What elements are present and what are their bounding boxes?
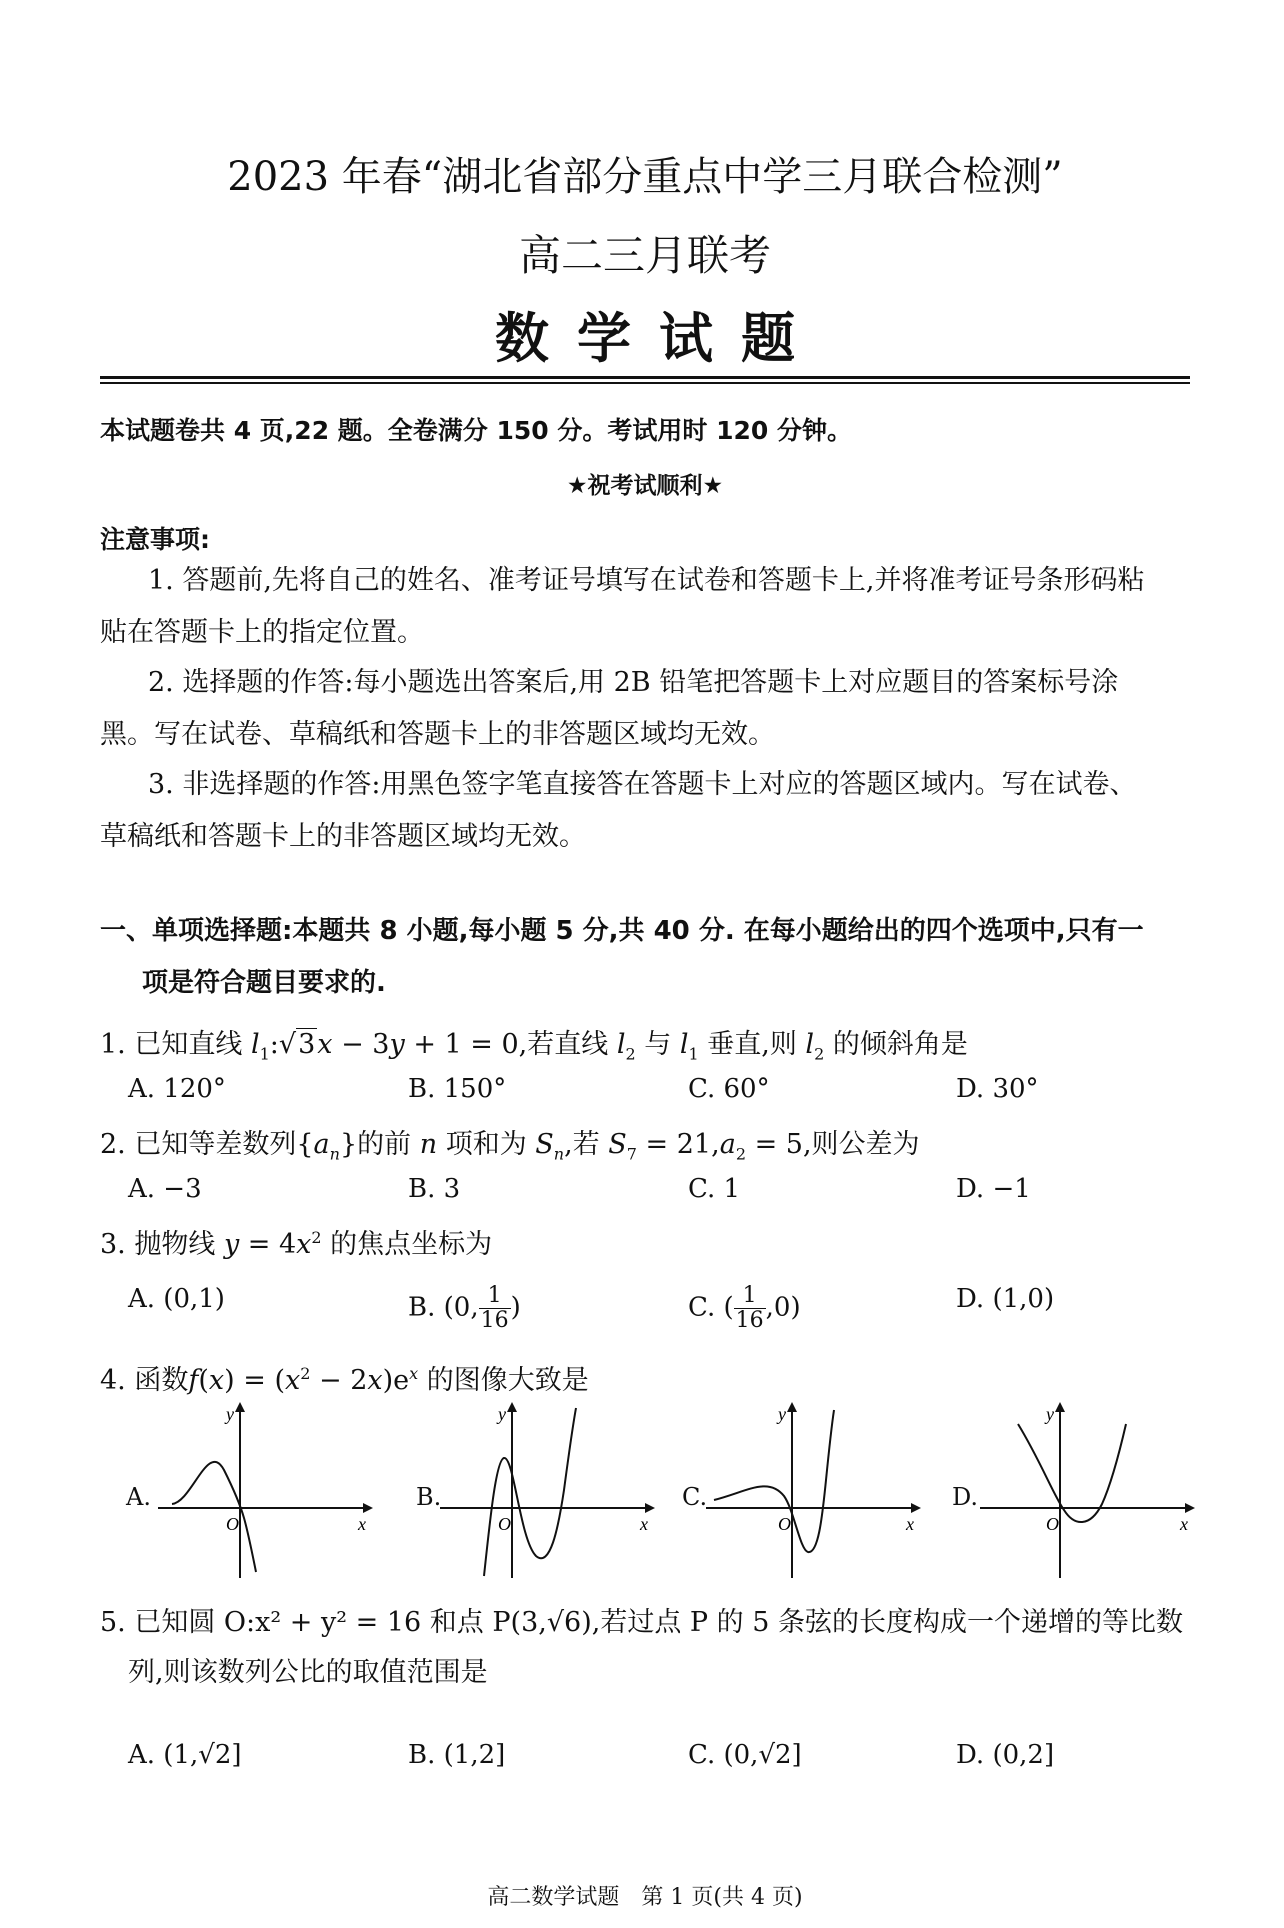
notice-item [100,657,1190,761]
notice-line: 黑。写在试卷、草稿纸和答题卡上的非答题区域均无效。 [100,719,775,750]
svg-text:x: x [906,1514,914,1534]
option-b[interactable]: B. 3 [408,1174,461,1204]
svg-text:y: y [778,1404,786,1424]
question-2: 2. 已知等差数列$\{a_n\}$的前 n 项和为 $S_n$,若 $S_7 = 21,a_2 = 5$,则公差为 [100,1129,920,1164]
notice-item [100,759,1190,863]
option-a[interactable]: A. (1,√2] [128,1740,242,1770]
graph-label-b[interactable]: B. [416,1483,442,1511]
graph-a[interactable] [158,1400,378,1580]
svg-text:x: x [1180,1514,1188,1534]
section-line: 项是符合题目要求的. [142,968,386,998]
svg-text:O: O [1046,1514,1059,1534]
section-heading [100,905,1190,1009]
option-c[interactable]: C. 60° [688,1074,770,1104]
option-a[interactable]: A. (0,1) [128,1284,225,1314]
graph-label-d[interactable]: D. [952,1483,979,1511]
divider-rule [100,376,1190,379]
graph-label-a[interactable]: A. [126,1483,151,1511]
exam-subtitle: 高二三月联考 [518,231,771,280]
notice-line: 1. 答题前,先将自己的姓名、准考证号填写在试卷和答题卡上,并将准考证号条形码粘 [148,565,1145,596]
svg-text:O: O [778,1514,791,1534]
option-b[interactable]: B. 150° [408,1074,507,1104]
graph-c[interactable] [706,1400,926,1580]
good-luck-banner: ★祝考试顺利★ [566,473,724,499]
question-3: 3. 抛物线 $y = 4x^2$ 的焦点坐标为 [100,1228,493,1260]
exam-title: 2023 年春“湖北省部分重点中学三月联合检测” [227,154,1063,200]
question-5 [100,1598,1190,1698]
svg-text:x: x [640,1514,648,1534]
section-line: 一、单项选择题:本题共 8 小题,每小题 5 分,共 40 分. 在每小题给出的四个选项中,只有一 [100,916,1144,946]
svg-text:y: y [1046,1404,1054,1424]
option-d[interactable]: D. (1,0) [956,1284,1055,1314]
option-d[interactable]: D. 30° [956,1074,1039,1104]
graph-d[interactable] [980,1400,1200,1580]
notice-item [100,555,1190,659]
exam-page [100,0,1190,1928]
option-a[interactable]: A. 120° [128,1074,226,1104]
svg-text:y: y [498,1404,506,1424]
notice-title: 注意事项: [100,525,210,554]
option-c[interactable]: C. (0,√2] [688,1740,802,1770]
notice-line: 2. 选择题的作答:每小题选出答案后,用 2B 铅笔把答题卡上对应题目的答案标号涂 [148,667,1119,698]
subject-title: 数学试题 [495,307,823,370]
option-a[interactable]: A. −3 [128,1174,202,1204]
notice-line: 草稿纸和答题卡上的非答题区域均无效。 [100,821,586,852]
question-5-line: 列,则该数列公比的取值范围是 [128,1657,488,1688]
option-b[interactable]: B. (0, $\frac{1}{16}$ ) [408,1283,521,1333]
notice-line: 贴在答题卡上的指定位置。 [100,617,424,648]
graph-label-c[interactable]: C. [682,1483,708,1511]
notice-line: 3. 非选择题的作答:用黑色签字笔直接答在答题卡上对应的答题区域内。写在试卷、 [148,769,1137,800]
page-footer: 高二数学试题 第 1 页(共 4 页) [487,1885,803,1910]
question-1: 1. 已知直线 $l_1:√3x - 3y + 1 = 0$,若直线 $l_2$ 与 $l_1$ 垂直,则 $l_2$ 的倾斜角是 [100,1029,968,1064]
svg-text:O: O [498,1514,511,1534]
question-5-line: 5. 已知圆 O:x² + y² = 16 和点 P(3,√6),若过点 P 的 5 条弦的长度构成一个递增的等比数 [100,1607,1184,1638]
svg-text:x: x [358,1514,366,1534]
option-b[interactable]: B. (1,2] [408,1740,506,1770]
svg-text:y: y [226,1404,234,1424]
question-4: 4. 函数$f(x) = (x^2 - 2x)e^x$ 的图像大致是 [100,1364,589,1396]
option-d[interactable]: D. −1 [956,1174,1031,1204]
divider-rule [100,382,1190,384]
option-c[interactable]: C. ( $\frac{1}{16}$ ,0) [688,1283,801,1333]
graph-b[interactable] [440,1400,660,1580]
exam-intro: 本试题卷共 4 页,22 题。全卷满分 150 分。考试用时 120 分钟。 [100,416,852,445]
option-d[interactable]: D. (0,2] [956,1740,1055,1770]
option-c[interactable]: C. 1 [688,1174,741,1204]
svg-text:O: O [226,1514,239,1534]
